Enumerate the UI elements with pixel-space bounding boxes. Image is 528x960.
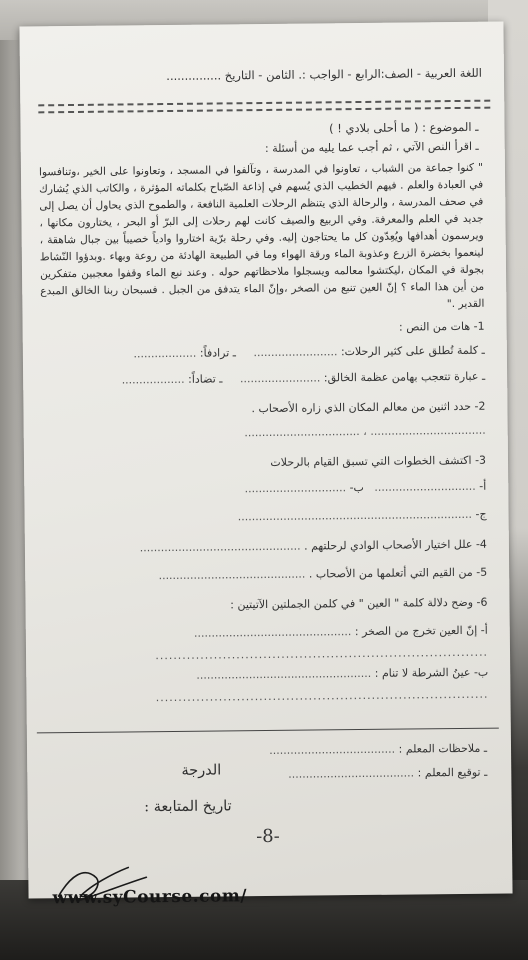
question-6b-row bbox=[44, 666, 488, 684]
question-2-answer bbox=[42, 424, 486, 442]
question-3c-label: ج- bbox=[475, 507, 487, 521]
footer-divider bbox=[37, 728, 499, 734]
question-5-row bbox=[43, 566, 487, 584]
answer-line: .................................... bbox=[288, 766, 415, 781]
question-6: 6- وضح دلالة كلمة " العين " في كلمن الجملتين الآتيتين : bbox=[230, 595, 488, 612]
teacher-signature-row bbox=[288, 766, 487, 781]
question-3-ab-row bbox=[42, 480, 486, 498]
answer-line: ............................. bbox=[374, 479, 476, 494]
question-3: 3- اكتشف الخطوات التي تسبق القيام بالرحلات bbox=[270, 453, 487, 469]
header-divider bbox=[38, 100, 490, 114]
answer-line: .................................... bbox=[269, 742, 396, 757]
answer-line: .......................................... bbox=[158, 567, 306, 583]
question-1-title: 1- هات من النص : bbox=[398, 319, 485, 334]
instruction: ـ اقرأ النص الآتي ، ثم أجب عما يليه من أسئلة : bbox=[264, 139, 479, 155]
question-3a-label: أ- bbox=[479, 479, 487, 493]
answer-line: .............................................. bbox=[139, 539, 301, 555]
question-6b-label: ب- عينُ الشرطة لا تنام : bbox=[374, 665, 489, 680]
answer-line: ................................................................... bbox=[237, 507, 473, 524]
question-4: 4- علل اختيار الأصحاب الوادي لرحلتهم . bbox=[303, 537, 487, 553]
answer-line: ....................... bbox=[239, 371, 321, 386]
answer-line: ................................. ، ................................. bbox=[244, 423, 486, 440]
question-5: 5- من القيم التي أتعلمها من الأصحاب . bbox=[308, 565, 488, 581]
answer-line: .................................................. bbox=[196, 666, 372, 682]
question-4-row bbox=[43, 538, 487, 556]
worksheet-header: اللغة العربية - الصف:الرابع - الواجب :. الثامن - التاريخ ............... bbox=[166, 65, 483, 84]
answer-line: .................. bbox=[133, 346, 197, 361]
question-1b-antonym-label: ـ تضاداً: bbox=[188, 372, 223, 386]
website-watermark: www.syCourse.com/ bbox=[52, 886, 248, 909]
question-1b-row bbox=[41, 370, 485, 388]
question-6b-line2 bbox=[44, 688, 488, 706]
answer-line: ............................................. bbox=[193, 625, 352, 640]
question-2: 2- حدد اثنين من معالم المكان الذي زاره الأصحاب . bbox=[251, 399, 486, 416]
question-1a-row bbox=[41, 344, 485, 362]
question-6a-label: أ- إنّ العين تخرج من الصخر : bbox=[354, 623, 488, 639]
question-1a-label: ـ كلمة تُطلق على كثير الرحلات: bbox=[340, 343, 485, 359]
answer-line: ........................ bbox=[253, 345, 338, 360]
grade-label: الدرجة bbox=[181, 762, 222, 779]
question-6a-row bbox=[44, 624, 488, 642]
answer-line: ............................. bbox=[244, 481, 347, 496]
question-1a-synonym-label: ـ ترادفاً: bbox=[199, 346, 237, 360]
question-3b-label: ب- bbox=[349, 480, 364, 495]
answer-line: .......................................................................... bbox=[155, 645, 489, 663]
teacher-signature-label: ـ توقيع المعلم : bbox=[417, 765, 488, 780]
question-6a-line2 bbox=[44, 646, 488, 664]
answer-line: .......................................................................... bbox=[155, 687, 489, 705]
answer-line: .................. bbox=[121, 372, 185, 387]
topic-title: ـ الموضوع : ( ما أحلى بلادي ! ) bbox=[328, 119, 479, 136]
followup-date-label: تاريخ المتابعة : bbox=[144, 798, 232, 816]
question-3c-row bbox=[43, 508, 487, 526]
teacher-notes-label: ـ ملاحظات المعلم : bbox=[398, 741, 488, 756]
teacher-notes-row bbox=[269, 742, 487, 757]
page-number: -8- bbox=[256, 825, 280, 848]
reading-passage: " كنوا جماعة من الشباب ، تعاونوا في المدرسة ، وتآلفوا في المسجد ، وتعاونوا على الخير ،وتنافسوا في العبادة والعلم . فيهم الخطيب الذي يُسهم في إذاعة الصّباح بكلماته المؤثرة ، والكاتب الذي يُشارك في صحف المدرسة ، والرحالة الذي يتنظم الرحلات العلمية النافعة ، والطموح الذي يحاول أن يصل إلى جديد في العلم والمعرفة. وفي الربيع والصيف كانت لهم رحلات إلى البرّ أو البحر ، يختارون مكانها ، ويرسمون أهدافها ويُعِدّون كل ما يحتاجون إليه. وفي رحلة برّية اختاروا وادياً خصيباً بين جبال شاهقة ، لينعموا بخضرة الزرع وعذوبة الماء ورقة الهواء وما في الطبيعة الهادئة من روعة وبهاء .وبدؤوا النّشاط بجولة في المكان ،ليكتشوا معالمه ويسجلوا ملاحظاتهم حوله . وعند نبع الماء وقفوا معجبين متفكرين من أين هذا الماء ؟ إنّ العين تنبع من الصخر ،وإنّ الماء يتدفق من الجبل . فسبحان ربنا الخالق المبدع القدير ." bbox=[38, 161, 485, 311]
worksheet-page bbox=[19, 21, 512, 909]
question-1b-label: ـ عبارة تتعجب بهامن عظمة الخالق: bbox=[323, 369, 486, 385]
